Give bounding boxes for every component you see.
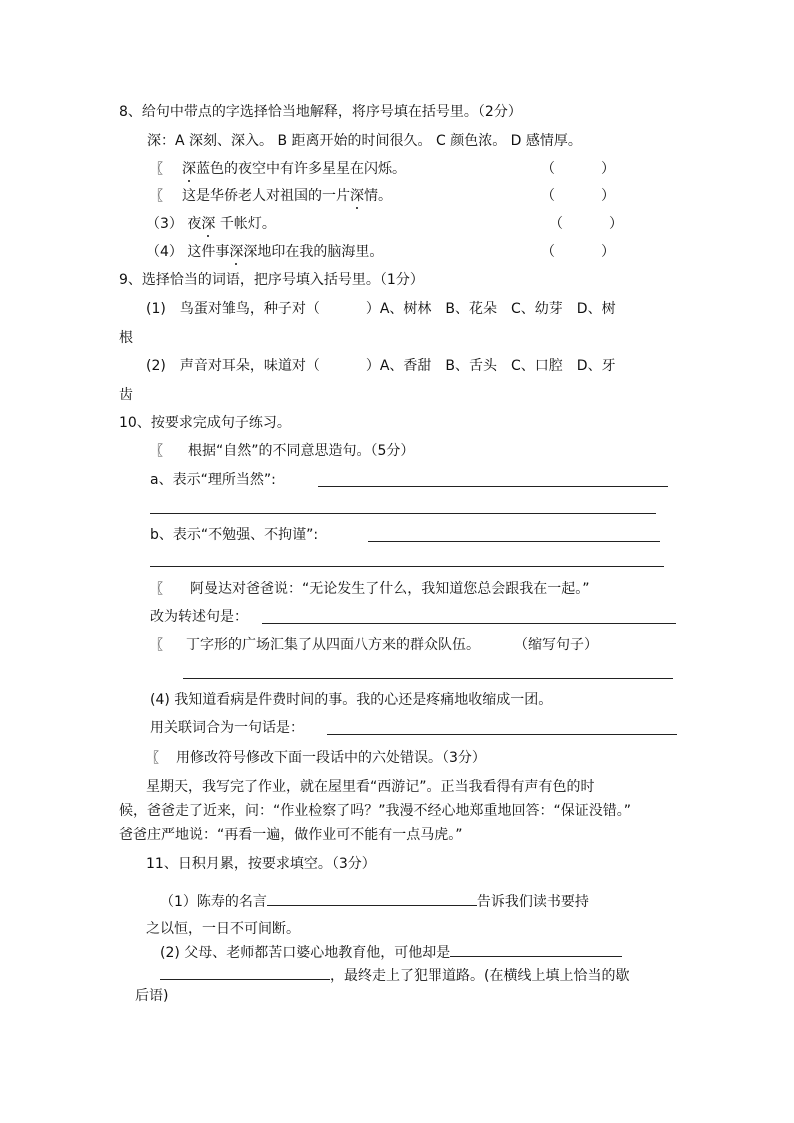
q10-part-4: (4) 我知道看病是件费时间的事。我的心还是疼痛地收缩成一团。 bbox=[150, 692, 553, 708]
dotted-char: 深 bbox=[229, 244, 244, 260]
answer-paren[interactable]: （ ） bbox=[541, 188, 615, 204]
q10-title: 10、按要求完成句子练习。 bbox=[119, 415, 291, 431]
q8-item-1-marker: 〖 bbox=[150, 162, 164, 177]
q10-paragraph-line-2: 候，爸爸走了近来，问：“作业检察了吗？”我漫不经心地郑重地回答：“保证没错。” bbox=[119, 803, 632, 819]
answer-line[interactable] bbox=[267, 891, 477, 906]
q10-part-2: 〖 阿曼达对爸爸说：“无论发生了什么，我知道您总会跟我在一起。” bbox=[150, 581, 590, 597]
dotted-char: 深 bbox=[350, 188, 364, 204]
q9-item-1-wrap: 根 bbox=[119, 330, 133, 346]
q11-title: 11、日积月累，按要求填空。（3分） bbox=[146, 856, 376, 872]
q8-item-1: 〖 深蓝色的夜空中有许多星星在闪烁。 bbox=[150, 159, 406, 180]
q10-part-2-label: 改为转述句是： bbox=[150, 609, 248, 625]
answer-line[interactable] bbox=[368, 541, 660, 542]
q8-item-3: （3） 夜深 千帐灯。 bbox=[146, 216, 276, 232]
q11-item-1-wrap: 之以恒，一日不可间断。 bbox=[146, 921, 300, 937]
q10-part-3: 〖 丁字形的广场汇集了从四面八方来的群众队伍。 （缩写句子） bbox=[150, 637, 598, 653]
q8-options: 深：A 深刻、深入。 B 距离开始的时间很久。 C 颜色浓。 D 感情厚。 bbox=[147, 133, 582, 149]
q10-part-4-label: 用关联词合为一句话是： bbox=[150, 720, 304, 736]
q11-item-2-wrap: 后语) bbox=[135, 988, 169, 1004]
answer-paren[interactable]: （ ） bbox=[541, 244, 615, 260]
q10-paragraph-line-1: 星期天，我写完了作业，就在屋里看“西游记”。正当我看得有声有色的时 bbox=[146, 779, 595, 795]
q8-item-4: （4） 这件事深深地印在我的脑海里。 bbox=[146, 244, 384, 260]
q10-part-1b: b、表示“不勉强、不拘谨”: bbox=[150, 527, 319, 543]
q11-item-1: （1）陈寿的名言 告诉我们读书要持 bbox=[160, 891, 589, 912]
answer-line[interactable] bbox=[183, 678, 673, 679]
answer-line[interactable] bbox=[150, 566, 664, 567]
q11-item-2-cont: ，最终走上了犯罪道路。(在横线上填上恰当的歇 bbox=[160, 965, 629, 986]
q9-item-1: (1) 鸟蛋对雏鸟，种子对（ ）A、树林 B、花朵 C、幼芽 D、树 bbox=[146, 301, 616, 317]
q10-part-1: 〖 根据“自然”的不同意思造句。（5分） bbox=[150, 443, 415, 459]
q8-title: 8、给句中带点的字选择恰当地解释，将序号填在括号里。（2分） bbox=[119, 104, 522, 120]
answer-line[interactable] bbox=[318, 486, 668, 487]
q10-paragraph-line-3: 爸爸庄严地说：“再看一遍，做作业可不能有一点马虎。” bbox=[119, 827, 463, 843]
answer-paren[interactable]: （ ） bbox=[549, 216, 623, 232]
q8-item-3-marker: （3） bbox=[146, 216, 183, 232]
dotted-char: 深 bbox=[182, 161, 196, 177]
answer-line[interactable] bbox=[450, 942, 622, 957]
answer-line[interactable] bbox=[327, 734, 677, 735]
answer-line[interactable] bbox=[150, 513, 656, 514]
q10-part-5: 〖 用修改符号修改下面一段话中的六处错误。（3分） bbox=[146, 750, 486, 766]
q8-item-2-marker: 〖 bbox=[150, 189, 164, 204]
q10-part-1a: a、表示“理所当然”: bbox=[150, 472, 276, 488]
answer-paren[interactable]: （ ） bbox=[541, 161, 615, 177]
q9-item-2-wrap: 齿 bbox=[119, 387, 133, 403]
q9-title: 9、选择恰当的词语，把序号填入括号里。（1分） bbox=[119, 272, 424, 288]
q9-item-2: (2) 声音对耳朵，味道对（ ）A、香甜 B、舌头 C、口腔 D、牙 bbox=[146, 358, 616, 374]
q11-item-2: (2) 父母、老师都苦口婆心地教育他，可他却是 bbox=[160, 942, 622, 963]
answer-line[interactable] bbox=[262, 623, 676, 624]
q8-item-4-marker: （4） bbox=[146, 244, 183, 260]
q8-item-2: 〖 这是华侨老人对祖国的一片深情。 bbox=[150, 186, 392, 207]
dotted-char: 深 bbox=[201, 216, 216, 232]
answer-line[interactable] bbox=[160, 965, 330, 980]
